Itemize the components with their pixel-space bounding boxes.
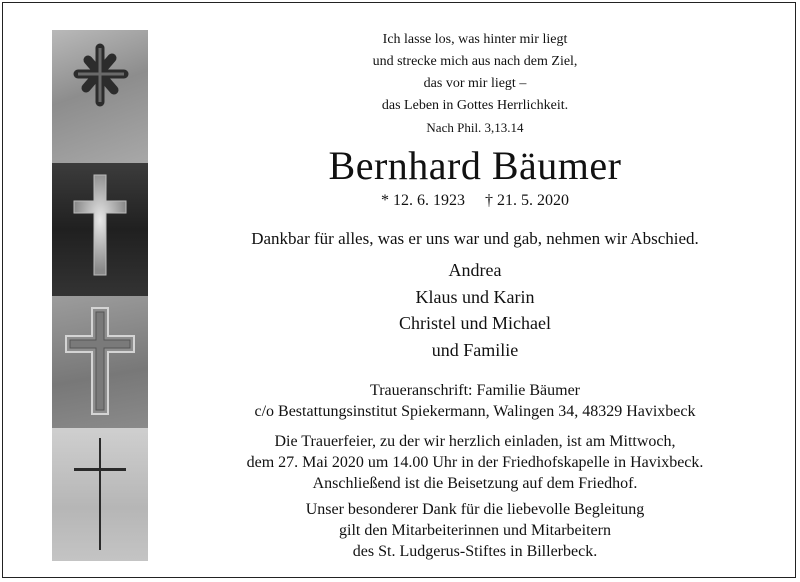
mourners-list <box>160 257 790 363</box>
glowing-cross-icon <box>52 163 148 296</box>
cross-panel-4 <box>52 428 148 561</box>
mourning-address <box>160 380 790 422</box>
mourner: Christel und Michael <box>399 313 551 333</box>
verse-line: das vor mir liegt – <box>423 76 527 91</box>
verse-line: und strecke mich aus nach dem Ziel, <box>372 54 578 69</box>
verse-line: Ich lasse los, was hinter mir liegt <box>382 32 568 47</box>
cross-panel-1 <box>52 30 148 163</box>
ceremony-line: Die Trauerfeier, zu der wir herzlich einladen, ist am Mittwoch, <box>274 433 676 450</box>
gratitude-note <box>160 499 790 562</box>
cross-panel-3 <box>52 296 148 429</box>
gratitude-line: gilt den Mitarbeiterinnen und Mitarbeitern <box>339 522 611 539</box>
ceremony-info <box>160 431 790 494</box>
mourner: und Familie <box>431 339 519 360</box>
verse-source: Nach Phil. 3,13.14 <box>426 120 524 135</box>
ceremony-line: dem 27. Mai 2020 um 14.00 Uhr in der Friedhofskapelle in Havixbeck. <box>246 454 704 471</box>
verse-line: das Leben in Gottes Herrlichkeit. <box>381 98 569 113</box>
life-dates <box>160 190 790 212</box>
address-line: c/o Bestattungsinstitut Spiekermann, Walingen 34, 48329 Havixbeck <box>254 403 696 420</box>
birth-date: * 12. 6. 1923 <box>381 192 465 209</box>
bible-verse <box>160 29 790 139</box>
mourner: Andrea <box>448 260 502 280</box>
gratitude-line: Unser besonderer Dank für die liebevolle Begleitung <box>305 501 645 518</box>
gratitude-line: des St. Ludgerus-Stiftes in Billerbeck. <box>352 543 598 560</box>
cross-panel-2 <box>52 163 148 296</box>
death-date: † 21. 5. 2020 <box>485 192 569 209</box>
deceased-name: Bernhard Bäumer <box>328 143 622 188</box>
thin-cross-icon <box>52 428 148 561</box>
woven-cross-icon <box>52 30 148 163</box>
cross-image-strip <box>52 30 148 561</box>
farewell-line: Dankbar für alles, was er uns war und gab, nehmen wir Abschied. <box>251 229 699 248</box>
address-line: Traueranschrift: Familie Bäumer <box>369 382 581 399</box>
mourner: Klaus und Karin <box>415 286 535 307</box>
stone-cross-icon <box>52 296 148 429</box>
ceremony-line: Anschließend ist die Beisetzung auf dem Friedhof. <box>312 475 638 492</box>
